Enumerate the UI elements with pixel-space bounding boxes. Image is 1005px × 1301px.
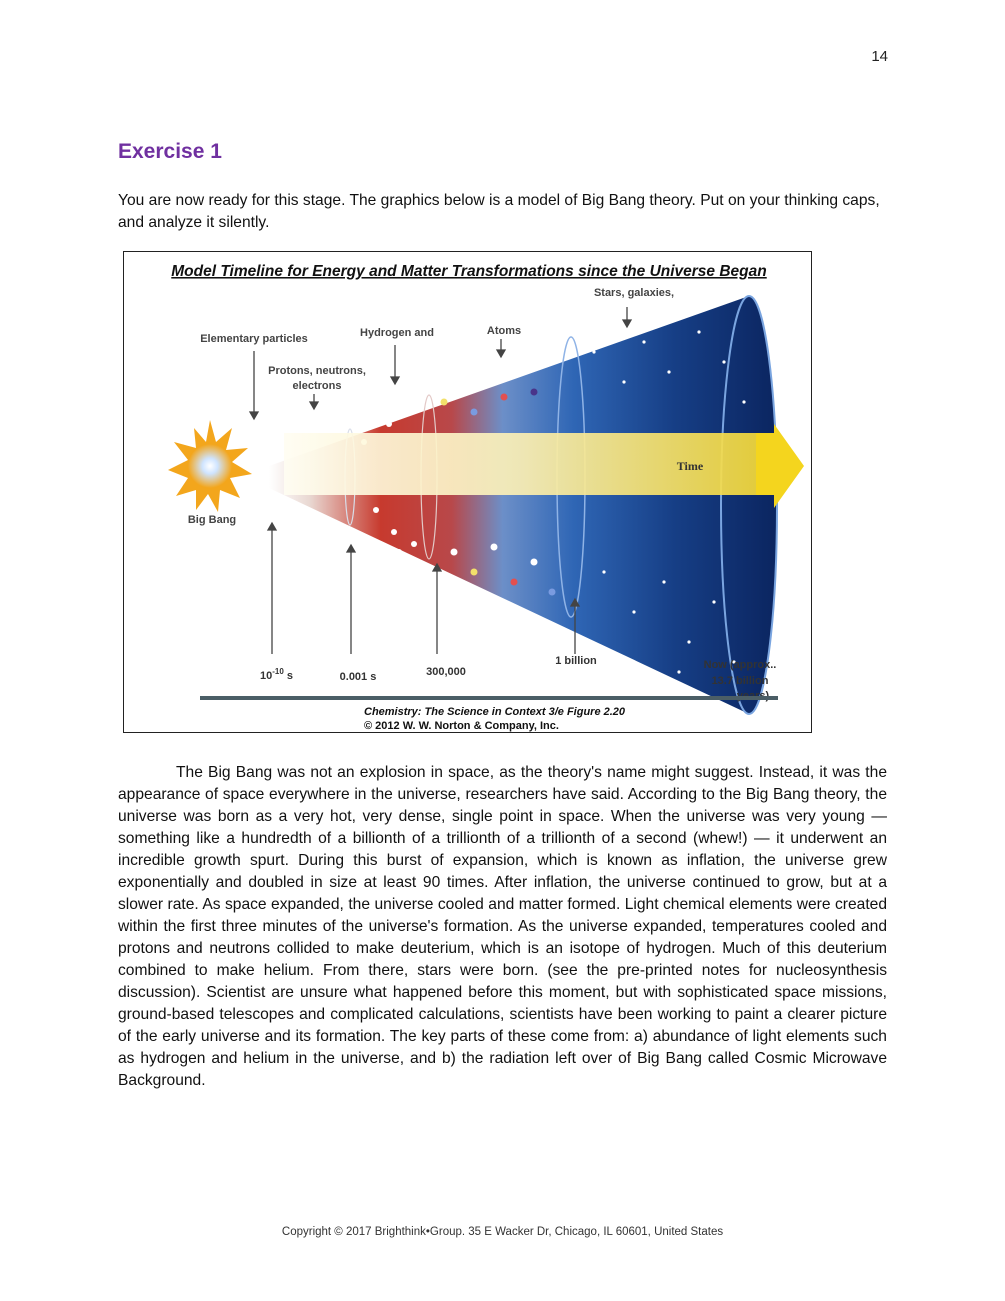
atoms-label: Atoms — [486, 325, 522, 337]
arrow-head — [268, 523, 276, 530]
arrow-head — [250, 412, 258, 419]
body-paragraph — [118, 762, 887, 1092]
body-paragraph-text: The Big Bang was not an explosion in space, as the theory's name might suggest. Instead, it was the appearance of space everywhere in the universe, researchers have said. According to the Big Bang theory, the universe was born as a very hot, very dense, single point in space. When the universe was very young — something like a hundredth of a billionth of a trillionth of a trillionth of a second (whew!) — it underwent an incredible growth spurt. During this burst of expansion, which is known as inflation, the universe grew exponentially and doubled in size at least 90 times. After inflation, the universe continued to grow, but at a slower rate. As space expanded, the universe cooled and matter formed. Light chemical elements were created within the first three minutes of the universe's formation. As the universe expanded, temperatures cooled and protons and neutrons collided to make deuterium, which is an isotope of hydrogen. Much of this deuterium combined to make helium. From there, stars were born. (see the pre-printed notes for nucleosynthesis discussion). Scientist are unsure what happened before this moment, but with sophisticated space missions, ground-based telescopes and complicated calculations, scientists have been working to paint a clearer picture of the early universe and its formation. The key parts of these come from: a) abundance of light elements such as hydrogen and helium in the universe, and b) the radiation left over of Big Bang called Cosmic Microwave Background. — [118, 764, 887, 1089]
now-label-line2: 13.7 billion — [711, 675, 769, 687]
big-bang-label: Big Bang — [187, 514, 237, 526]
arrow-head — [497, 350, 505, 357]
time-label-2: 0.001 s — [339, 671, 377, 683]
arrow-head — [347, 545, 355, 552]
big-bang-figure — [123, 251, 812, 733]
hydrogen-label: Hydrogen and — [360, 327, 434, 339]
big-bang-diagram — [124, 252, 811, 732]
figure-credit-copyright: © 2012 W. W. Norton & Company, Inc. — [364, 720, 559, 732]
time-label-3: 300,000 — [426, 666, 466, 678]
time-label-1: $10^{-10}$ s — [260, 667, 293, 682]
now-label-line1: Now (approx.. — [703, 659, 777, 671]
arrow-head — [391, 377, 399, 384]
time-label: Time — [676, 459, 704, 473]
stars-label: Stars, galaxies, — [593, 287, 675, 299]
figure-credit-source: Chemistry: The Science in Context 3/e Figure 2.20 — [364, 706, 626, 718]
arrow-head — [310, 402, 318, 409]
intro-paragraph: You are now ready for this stage. The graphics below is a model of Big Bang theory. Put on your thinking caps, and analyze it silently. — [118, 192, 880, 231]
electrons-label: electrons — [292, 380, 342, 392]
big-bang-burst — [168, 420, 252, 512]
copyright-footer: Copyright © 2017 Brighthink•Group. 35 E Wacker Dr, Chicago, IL 60601, United States — [281, 1226, 724, 1238]
timeline-bar — [200, 696, 778, 700]
time-label-4: 1 billion — [555, 655, 597, 667]
page-number: 14 — [871, 48, 888, 65]
figure-title: Model Timeline for Energy and Matter Transformations since the Universe Began — [171, 263, 767, 280]
protons-label: Protons, neutrons, — [268, 365, 366, 377]
elementary-particles-label: Elementary particles — [200, 333, 308, 345]
expansion-cone — [269, 296, 777, 714]
arrow-head — [623, 320, 631, 327]
exercise-heading: Exercise 1 — [118, 140, 222, 163]
